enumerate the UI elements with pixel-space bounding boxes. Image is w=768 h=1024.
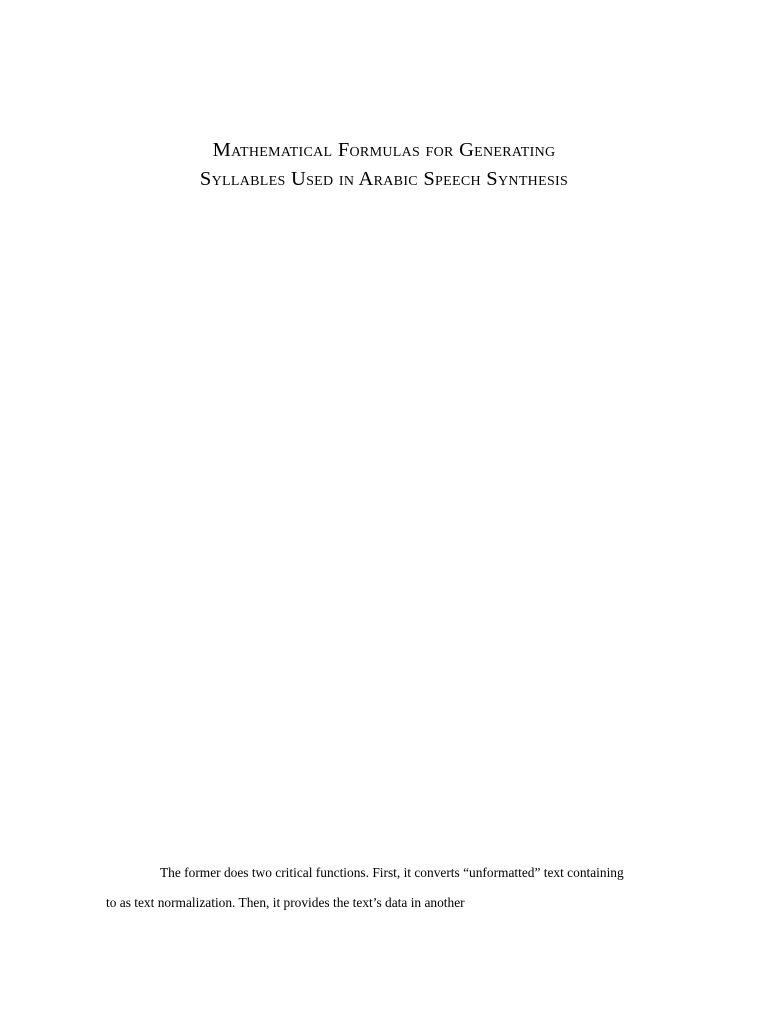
title-line-1: Mathematical Formulas for Generating [212, 139, 556, 161]
paragraph-line-2: to as text normalization. Then, it provides the text’s data in another [106, 895, 465, 910]
body-paragraph [106, 858, 666, 918]
document-title [0, 136, 768, 194]
paragraph-line-1: The former does two critical functions. First, it converts “unformatted” text containing [160, 865, 624, 880]
title-line-2: Syllables Used in Arabic Speech Synthesis [199, 168, 569, 190]
